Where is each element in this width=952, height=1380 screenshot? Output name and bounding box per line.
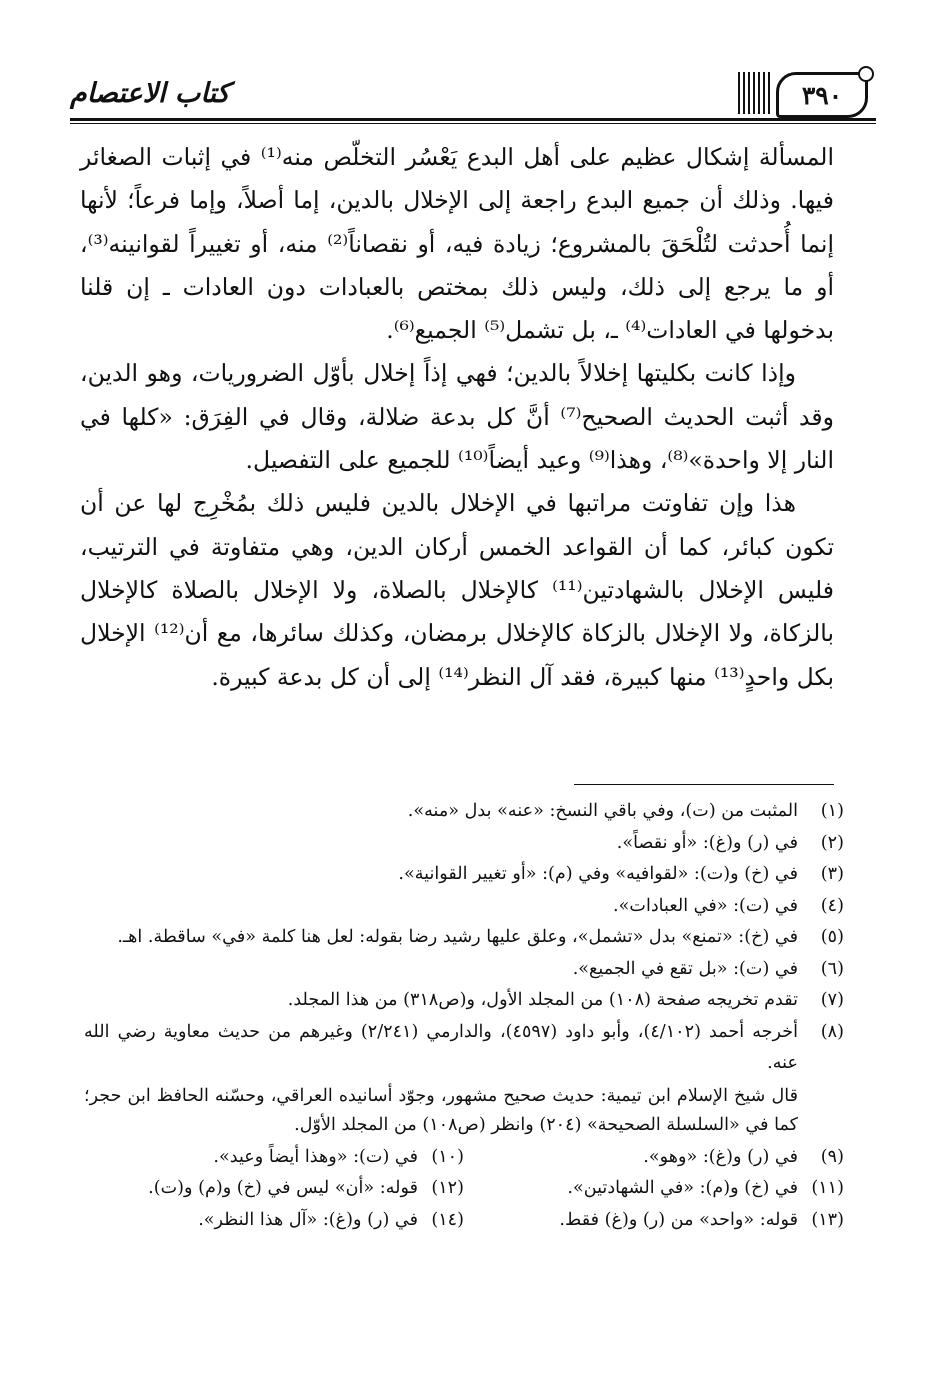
footnote-number: (١٠) [431,1146,464,1167]
footnote-row [84,1205,844,1237]
footnote-number: (١١) [811,1178,844,1198]
footnote-number: (١٣) [811,1209,844,1230]
footnote-number: (٦) [820,958,844,979]
footnote [84,828,844,860]
header-rule-thin [70,123,876,124]
footnote-text: تقدم تخريجه صفحة (١٠٨) من المجلد الأول، و(ص٣١٨) من هذا المجلد. [287,990,798,1010]
footnote-text: قوله: «واحد» من (ر) و(غ) فقط. [559,1209,798,1230]
footnote-separator [574,784,834,785]
footnote-text: في (ر) و(غ): «أو نقصاً». [616,832,798,853]
footnote [84,922,844,954]
paragraph: المسألة إشكال عظيم على أهل البدع يَعْسُر التخلّص منه⁽¹⁾ في إثبات الصغائر فيها. وذلك أن جميع البدع راجعة إلى الإخلال بالدين، إما أصلاً، وإما فرعاً؛ لأنها إنما أُحدثت لتُلْحَقَ بالمشروع؛ زيادة فيه، أو نقصاناً⁽²⁾ منه، أو تغييراً لقوانينه⁽³⁾، أو ما يرجع إلى ذلك، وليس ذلك بمختص بالعبادات دون العادات ـ إن قلنا بدخولها في العادات⁽⁴⁾ ـ، بل تشمل⁽⁵⁾ الجميع⁽⁶⁾. [80,143,834,345]
footnote-continuation: قال شيخ الإسلام ابن تيمية: حديث صحيح مشهور، وجوّد أسانيده العراقي، وحسّنه الحافظ ابن حجر؛ كما في «السلسلة الصحيحة» (٢٠٤) وانظر (ص١٠٨) من المجلد الأوّل. [84,1085,798,1135]
paragraph: وإذا كانت بكليتها إخلالاً بالدين؛ فهي إذاً إخلال بأوّل الضروريات، وهو الدين، وقد أثبت الحديث الصحيح⁽⁷⁾ أنَّ كل بدعة ضلالة، وقال في الفِرَق: «كلها في النار إلا واحدة»⁽⁸⁾، وهذا⁽⁹⁾ وعيد أيضاً⁽¹⁰⁾ للجميع على التفصيل. [80,359,834,475]
header-rule [70,118,876,121]
footnote-number: (٩) [820,1146,844,1167]
footnote-number: (٧) [820,990,844,1010]
footnote-number: (٥) [820,927,844,947]
footnote [84,954,844,986]
footnote-text: في (ر) و(غ): «وهو». [643,1146,798,1167]
footnote-text: في (خ): «تمنع» بدل «تشمل»، وعلق عليها رشيد رضا بقوله: لعل هنا كلمة «في» ساقطة. اهـ. [117,927,798,947]
page-number: ٣٩٠ [776,72,868,118]
footnote [84,796,844,828]
footnote [84,859,844,891]
paragraph: هذا وإن تفاوتت مراتبها في الإخلال بالدين فليس ذلك بمُخْرِج لها عن أن تكون كبائر، كما أن القواعد الخمس أركان الدين، وهي متفاوتة في الترتيب، فليس الإخلال بالشهادتين⁽¹¹⁾ كالإخلال بالصلاة، ولا الإخلال بالصلاة كالإخلال بالزكاة، ولا الإخلال بالزكاة كالإخلال برمضان، وكذلك سائرها، مع أن⁽¹²⁾ الإخلال بكل واحدٍ⁽¹³⁾ منها كبيرة، فقد آل النظر⁽¹⁴⁾ إلى أن كل بدعة كبيرة. [80,489,834,691]
footnote-text: في (ر) و(غ): «آل هذا النظر». [198,1209,418,1230]
footnote-text: في (ت): «بل تقع في الجميع». [572,958,798,979]
footnote-number: (١) [820,801,844,821]
footnote [84,1017,844,1080]
footnote [84,985,844,1017]
footnotes [84,796,844,1236]
footnote-text: في (ت): «وهذا أيضاً وعيد». [213,1146,418,1167]
footnote-text: المثبت من (ت)، وفي باقي النسخ: «عنه» بدل «منه». [407,801,798,821]
footnote-text: قوله: «أن» ليس في (خ) و(م) و(ت). [148,1178,418,1198]
footnote-text: في (خ) و(م): «في الشهادتين». [567,1178,798,1198]
footnote-number: (٢) [820,832,844,853]
running-title: كتاب الاعتصام [70,78,230,109]
main-text [80,136,834,699]
footnote-text: أخرجه أحمد (٤/١٠٢)، وأبو داود (٤٥٩٧)، والدارمي (٢/٢٤١) وغيرهم من حديث معاوية رضي الله عنه. [84,1021,799,1073]
footnote-number: (٣) [820,864,844,884]
footnote [84,891,844,923]
footnote-row [84,1142,844,1174]
footnote-number: (١٤) [431,1209,464,1230]
header-ornament [738,72,772,114]
footnote-number: (١٢) [431,1178,464,1198]
footnote-row [84,1173,844,1205]
footnote-number: (٨) [820,1021,844,1042]
page-header [70,72,868,120]
footnote-number: (٤) [820,895,844,916]
footnote-text: في (خ) و(ت): «لقوافيه» وفي (م): «أو تغيير القوانية». [398,864,798,884]
footnote-text: في (ت): «في العبادات». [613,895,798,916]
